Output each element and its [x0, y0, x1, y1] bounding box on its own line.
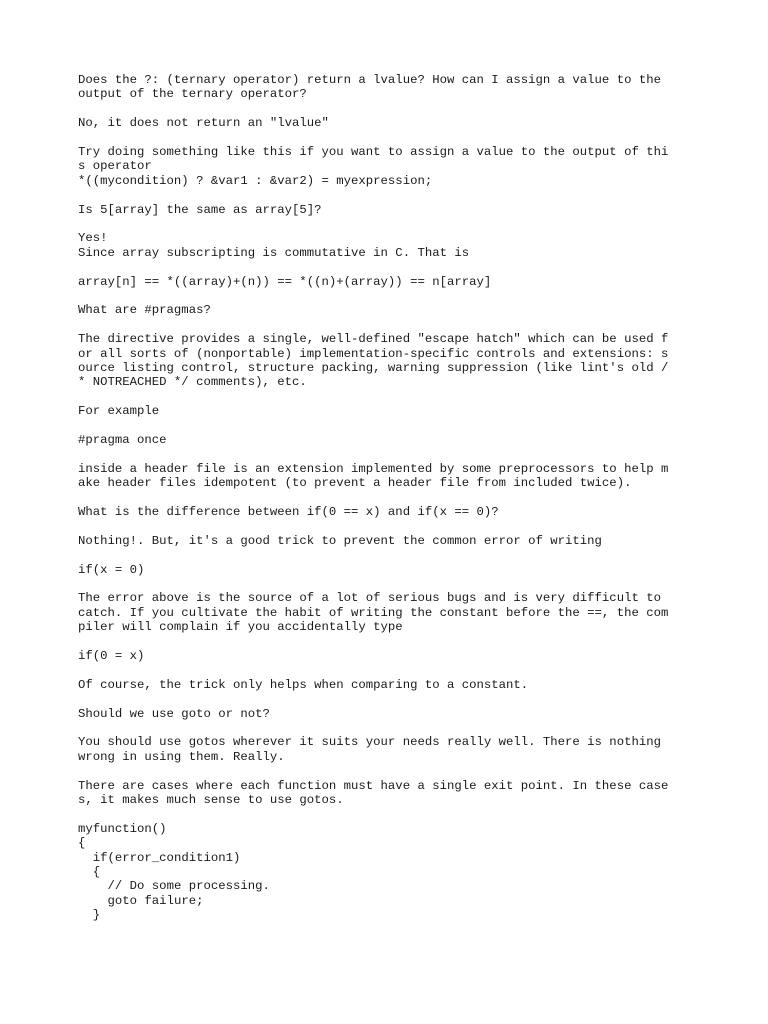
pragma-once-explanation: inside a header file is an extension implemented by some preprocessors to help m ake header files idempotent (to prevent a header file from included twice). — [78, 461, 669, 491]
pragma-example-intro: For example — [78, 404, 160, 419]
constant-first-code: if(0 = x) — [78, 649, 145, 664]
goto-single-exit: There are cases where each function must have a single exit point. In these case s, it makes much sense to use gotos. — [78, 778, 669, 808]
assignment-bug-code: if(x = 0) — [78, 562, 145, 577]
question-ternary-lvalue: Does the ?: (ternary operator) return a lvalue? How can I assign a value to the output of the ternary operator? — [78, 73, 661, 102]
assignment-bug-explanation: The error above is the source of a lot of serious bugs and is very difficult to catch. If you cultivate the habit of writing the constant before the ==, the com piler will complain if you accidentally type — [78, 591, 669, 635]
question-comparison-order: What is the difference between if(0 == x) and if(x == 0)? — [78, 505, 499, 520]
answer-comparison-order: Nothing!. But, it's a good trick to prevent the common error of writing — [78, 533, 602, 548]
question-array-subscript: Is 5[array] the same as array[5]? — [78, 202, 322, 217]
answer-array-subscript: Yes! Since array subscripting is commutative in C. That is — [78, 231, 470, 260]
question-pragmas: What are #pragmas? — [78, 303, 211, 318]
answer-pragmas: The directive provides a single, well-defined "escape hatch" which can be used f or all sorts of (nonportable) implementation-specific controls and extensions: s ource listing control, structure packing, warning suppression (like lint's old / * NOTREACHED */ comments), etc. — [78, 332, 669, 390]
answer-ternary-lvalue: No, it does not return an "lvalue" — [78, 116, 329, 131]
answer-ternary-workaround: Try doing something like this if you want to assign a value to the output of thi s operator *((mycondition) ? &var1 : &var2) = myexpression; — [78, 145, 669, 188]
array-subscript-expression: array[n] == *((array)+(n)) == *((n)+(array)) == n[array] — [78, 274, 492, 289]
question-goto: Should we use goto or not? — [78, 706, 270, 721]
answer-goto: You should use gotos wherever it suits your needs really well. There is nothing wrong in using them. Really. — [78, 735, 661, 764]
constant-first-note: Of course, the trick only helps when comparing to a constant. — [78, 677, 529, 692]
document-text — [78, 73, 708, 923]
pragma-once-code: #pragma once — [78, 433, 167, 448]
goto-code-example: myfunction() { if(error_condition1) { // Do some processing. goto failure; } — [78, 821, 270, 923]
